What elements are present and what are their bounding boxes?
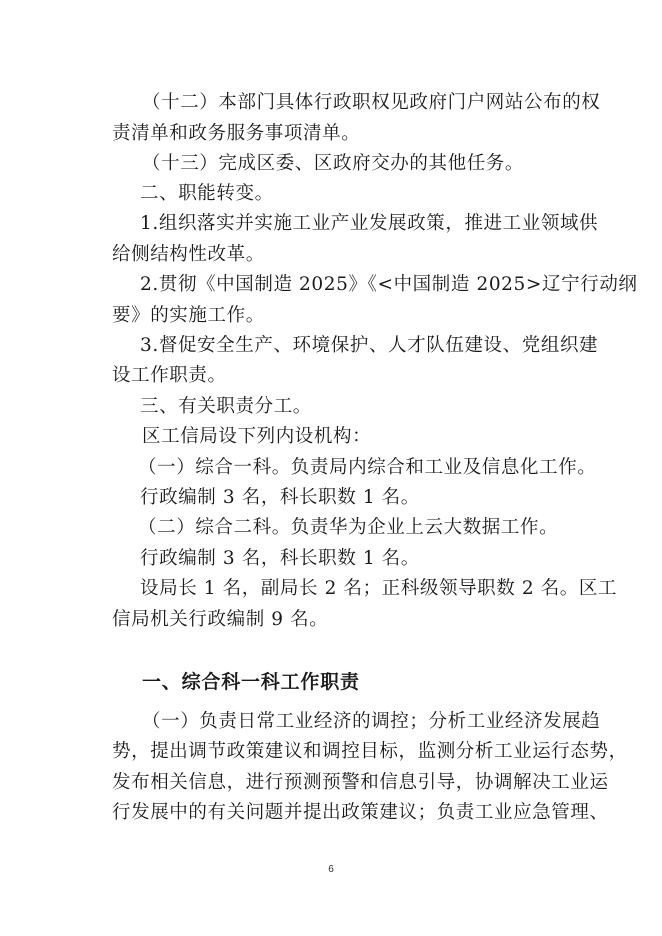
paragraph-line: 行政编制 3 名，科长职数 1 名。 — [140, 487, 420, 508]
paragraph-line: 1.组织落实并实施工业产业发展政策，推进工业领域供 — [140, 213, 599, 234]
paragraph-line: 给侧结构性改革。 — [112, 244, 265, 265]
paragraph-line: 区工信局设下列内设机构： — [142, 426, 372, 447]
paragraph-line: （一）负责日常工业经济的调控；分析工业经济发展趋 — [142, 711, 601, 732]
paragraph-line: （十二）本部门具体行政职权见政府门户网站公布的权 — [142, 92, 601, 113]
paragraph-line: （二）综合二科。负责华为企业上云大数据工作。 — [138, 517, 559, 538]
paragraph-line: （一）综合一科。负责局内综合和工业及信息化工作。 — [138, 457, 597, 478]
paragraph-line: 2.贯彻《中国制造 2025》《<中国制造 2025>辽宁行动纲 — [140, 274, 638, 295]
paragraph-line: （十三）完成区委、区政府交办的其他任务。 — [142, 153, 525, 174]
paragraph-line: 发布相关信息，进行预测预警和信息引导，协调解决工业运 — [112, 772, 609, 793]
paragraph-line: 要》的实施工作。 — [112, 305, 265, 326]
paragraph-line: 设工作职责。 — [112, 365, 227, 386]
paragraph-line: 设局长 1 名，副局长 2 名；正科级领导职数 2 名。区工 — [140, 578, 618, 599]
paragraph-line: 势，提出调节政策建议和调控目标，监测分析工业运行态势， — [112, 741, 628, 762]
paragraph-line: 二、职能转变。 — [140, 183, 274, 204]
paragraph-line: 责清单和政务服务事项清单。 — [112, 123, 361, 144]
page-number: 6 — [328, 864, 334, 875]
paragraph-line: 行发展中的有关问题并提出政策建议；负责工业应急管理、 — [112, 802, 609, 823]
paragraph-line: 三、有关职责分工。 — [140, 396, 312, 417]
paragraph-line: 3.督促安全生产、环境保护、人才队伍建设、党组织建 — [140, 335, 599, 356]
paragraph-line: 行政编制 3 名，科长职数 1 名。 — [140, 548, 420, 569]
section-heading: 一、综合科一科工作职责 — [142, 671, 360, 693]
paragraph-line: 信局机关行政编制 9 名。 — [112, 609, 329, 630]
